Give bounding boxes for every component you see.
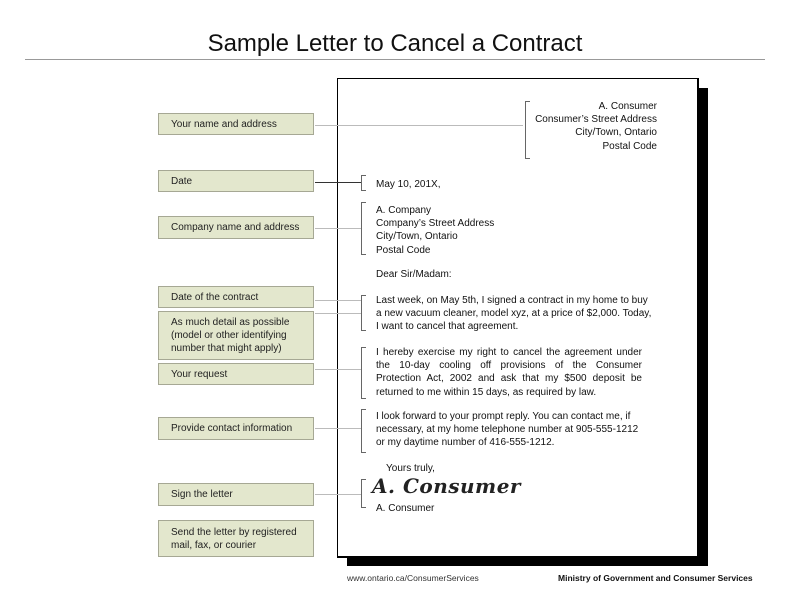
label-contact: Provide contact information — [158, 417, 314, 440]
label-company: Company name and address — [158, 216, 314, 239]
footer-ministry: Ministry of Government and Consumer Services — [558, 573, 753, 583]
sender-line: Consumer’s Street Address — [535, 114, 657, 126]
label-detail: As much detail as possible (model or other identifying number that might apply) — [158, 311, 314, 360]
label-name-address: Your name and address — [158, 113, 314, 135]
label-sign: Sign the letter — [158, 483, 314, 506]
bracket-sign — [361, 479, 366, 508]
connector-name — [315, 125, 523, 126]
label-send: Send the letter by registered mail, fax, or courier — [158, 520, 314, 557]
recipient-line: Postal Code — [376, 244, 431, 256]
recipient-line: City/Town, Ontario — [376, 231, 458, 243]
bracket-para2 — [361, 347, 366, 399]
printed-name: A. Consumer — [376, 503, 435, 514]
sender-address — [500, 100, 657, 153]
label-request: Your request — [158, 363, 314, 385]
recipient-line: Company’s Street Address — [376, 218, 495, 230]
connector-request — [315, 369, 361, 370]
signature: A. Consumer — [372, 474, 521, 498]
letter-date: May 10, 201X, — [376, 179, 441, 190]
bracket-date — [361, 175, 366, 191]
recipient-line: A. Company — [376, 205, 432, 216]
paragraph-request: I hereby exercise my right to cancel the agreement under the 10-day cooling off provisions of the Consumer Protection Act, 2002 and ask that my $500 deposit be returned to me within 15 days, as required by law. — [376, 347, 642, 398]
connector-sign — [315, 494, 361, 495]
paragraph-contact: I look forward to your prompt reply. You can contact me, if necessary, at my home telephone number at 905-555-1212 or my daytime number of 416-555-1212. — [376, 411, 639, 449]
bracket-para3 — [361, 409, 366, 453]
sender-line: City/Town, Ontario — [575, 127, 657, 139]
salutation: Dear Sir/Madam: — [376, 269, 452, 280]
connector-company — [315, 228, 361, 229]
sender-line: A. Consumer — [598, 101, 657, 112]
title-rule — [25, 59, 765, 60]
bracket-recipient — [361, 202, 366, 255]
paragraph-contract: Last week, on May 5th, I signed a contract in my home to buy a new vacuum cleaner, model xyz, at a price of $2,000. Today, I want to cancel that agreement. — [376, 295, 652, 333]
footer-url[interactable]: www.ontario.ca/ConsumerServices — [347, 573, 479, 583]
connector-contract-date — [315, 300, 361, 301]
connector-date — [315, 182, 361, 183]
connector-contact — [315, 428, 361, 429]
label-date: Date — [158, 170, 314, 192]
connector-detail — [315, 313, 361, 314]
closing: Yours truly, — [386, 463, 435, 474]
label-contract-date: Date of the contract — [158, 286, 314, 308]
sender-line: Postal Code — [602, 140, 657, 152]
page-title: Sample Letter to Cancel a Contract — [207, 30, 583, 57]
recipient-address — [376, 204, 494, 257]
bracket-para1 — [361, 295, 366, 331]
